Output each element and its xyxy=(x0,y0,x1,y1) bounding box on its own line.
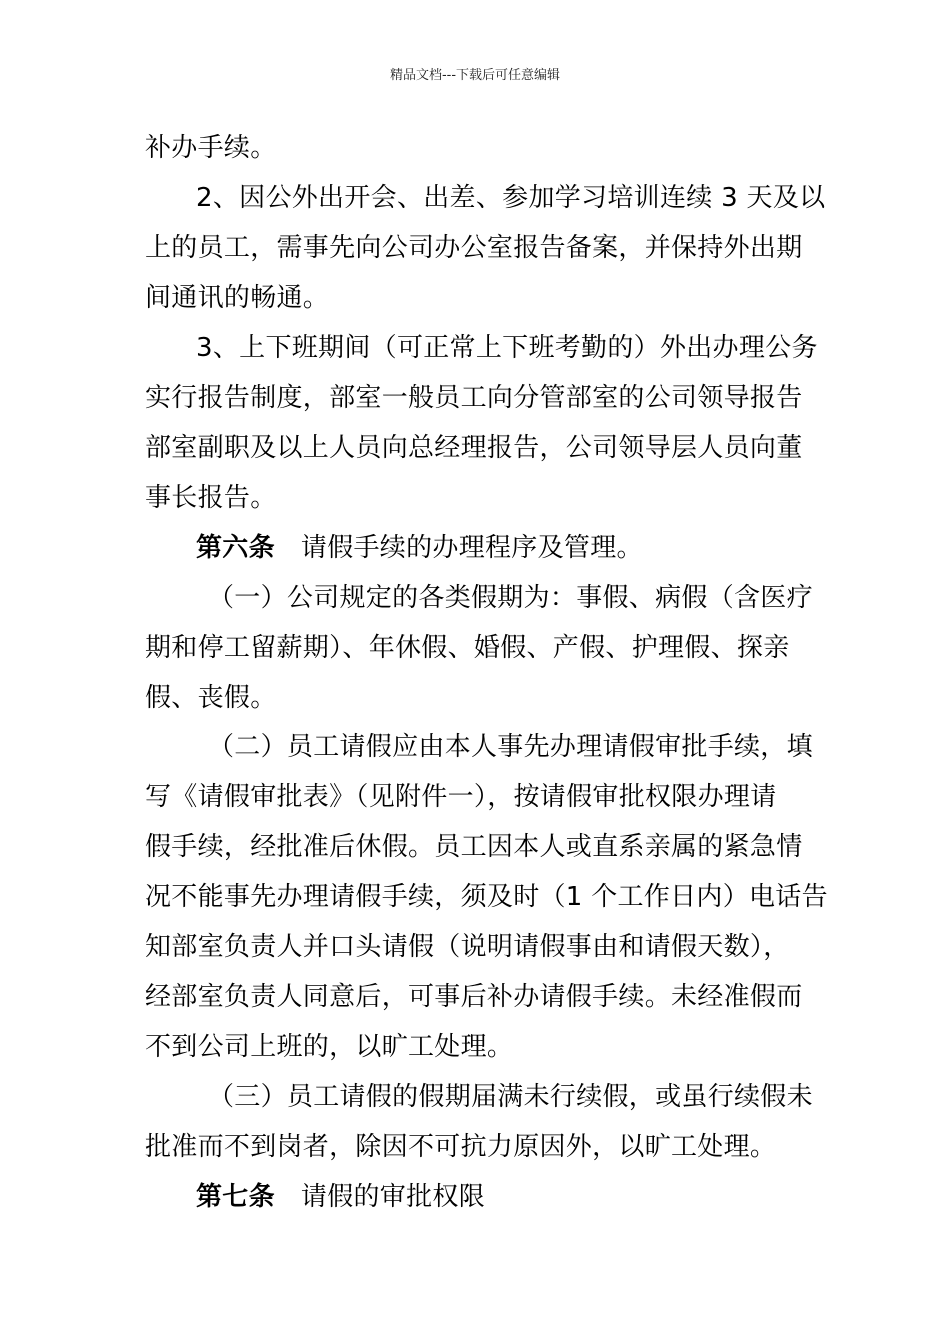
body-line: 实行报告制度，部室一般员工向分管部室的公司领导报告 xyxy=(145,383,803,413)
body-line: 假手续，经批准后休假。员工因本人或直系亲属的紧急情 xyxy=(145,832,803,862)
body-line: 补办手续。 xyxy=(145,133,277,163)
body-line: 经部室负责人同意后，可事后补办请假手续。未经准假而 xyxy=(145,982,803,1012)
article-7-label: 第七条 xyxy=(196,1182,275,1212)
body-line: 间通讯的畅通。 xyxy=(145,283,330,313)
body-line: 不到公司上班的，以旷工处理。 xyxy=(145,1032,514,1062)
article-7-title: 请假的审批权限 xyxy=(300,1182,486,1212)
body-line: 况不能事先办理请假手续，须及时（1 个工作日内）电话告 xyxy=(145,882,828,912)
body-line: 批准而不到岗者，除因不可抗力原因外，以旷工处理。 xyxy=(145,1132,777,1162)
body-line: （二）员工请假应由本人事先办理请假审批手续，填 xyxy=(208,732,813,762)
body-line: 上的员工，需事先向公司办公室报告备案，并保持外出期 xyxy=(145,233,803,263)
body-line: 期和停工留薪期）、年休假、婚假、产假、护理假、探亲 xyxy=(145,633,790,663)
body-line: 知部室负责人并口头请假（说明请假事由和请假天数）， xyxy=(145,932,790,962)
article-6-title: 请假手续的办理程序及管理。 xyxy=(300,533,643,563)
body-line: 2、因公外出开会、出差、参加学习培训连续 3 天及以 xyxy=(196,183,826,213)
article-6-label: 第六条 xyxy=(196,533,275,563)
body-line: 部室副职及以上人员向总经理报告，公司领导层人员向董 xyxy=(145,433,803,463)
page-header: 精品文档---下载后可任意编辑 xyxy=(389,68,561,83)
body-line: （一）公司规定的各类假期为：事假、病假（含医疗 xyxy=(208,583,813,613)
body-line: 事长报告。 xyxy=(145,483,277,513)
body-line: 3、上下班期间（可正常上下班考勤的）外出办理公务 xyxy=(196,333,818,363)
body-line: 写《请假审批表》（见附件一），按请假审批权限办理请 xyxy=(145,782,777,812)
body-line: （三）员工请假的假期届满未行续假，或虽行续假未 xyxy=(208,1082,813,1112)
article-7-heading xyxy=(196,1180,485,1214)
body-line: 假、丧假。 xyxy=(145,683,277,713)
article-6-heading xyxy=(196,531,643,565)
